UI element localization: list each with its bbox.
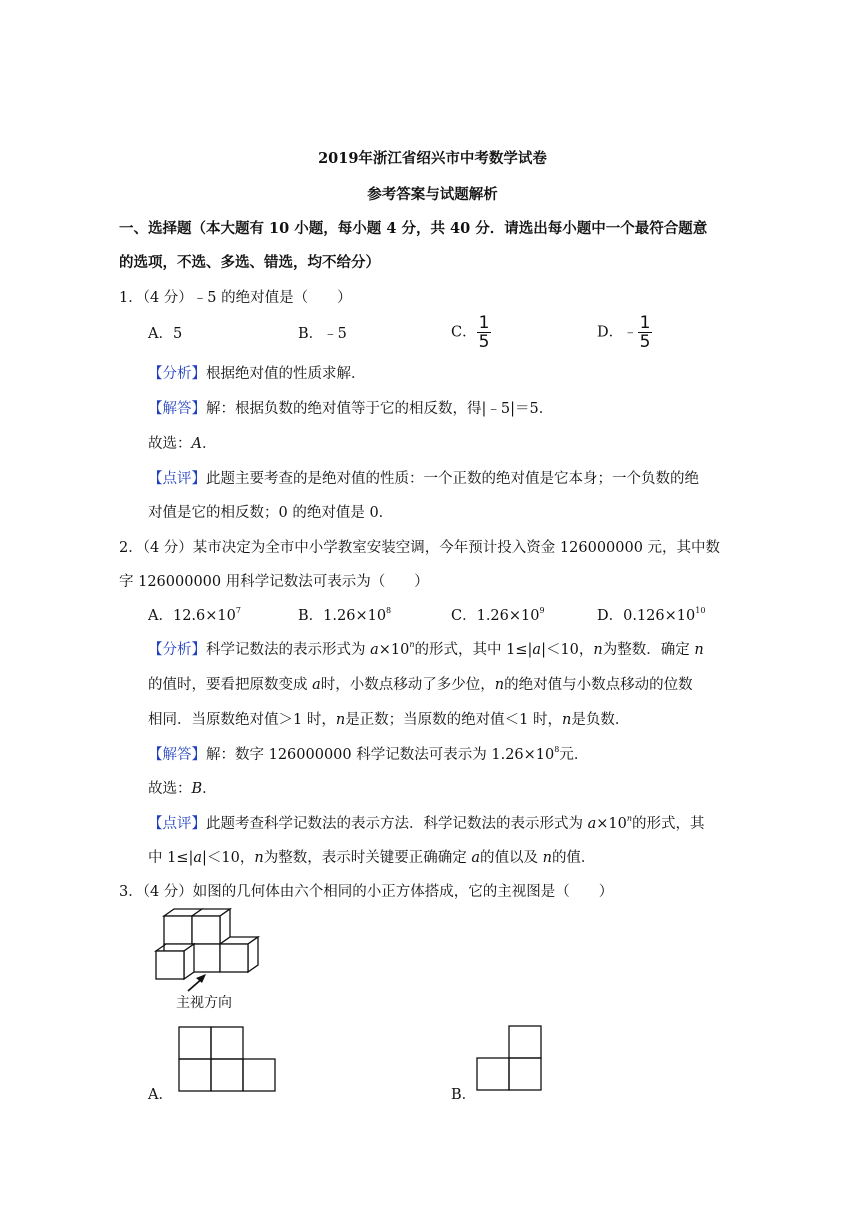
var-n: n	[494, 677, 505, 693]
var-n: n	[593, 642, 603, 658]
option-text: C．1.26×10	[451, 608, 540, 624]
text: 是负数．	[571, 712, 630, 728]
var-a: a	[471, 850, 480, 866]
q3-option-b-figure	[475, 1025, 545, 1093]
choice-label: 故选：	[148, 781, 192, 797]
choice-letter: A	[191, 436, 202, 452]
text: 的绝对值与小数点移动的位数	[504, 677, 693, 693]
q1-option-d-fraction	[638, 314, 653, 351]
q2-stem-line2: 字 126000000 用科学记数法可表示为（ ）	[119, 574, 429, 590]
option-text: D．0.126×10	[597, 608, 696, 624]
var-n: n	[335, 712, 346, 728]
text: 科学记数法的表示形式为	[206, 642, 371, 658]
q2-analysis-line2	[148, 673, 693, 694]
q1-choice	[148, 432, 216, 453]
fraction-denominator: 5	[478, 332, 490, 352]
q1-option-c	[451, 314, 491, 351]
var-a: a	[193, 850, 203, 866]
choice-end: ．	[202, 781, 217, 797]
option-text: B．1.26×10	[298, 608, 387, 624]
choice-label: 故选：	[148, 436, 192, 452]
fraction-numerator: 1	[478, 313, 490, 333]
q1-solution-text: 解：根据负数的绝对值等于它的相反数，得|﹣5|＝5．	[206, 401, 554, 417]
choice-letter: B	[191, 781, 203, 797]
text: 为整数．确定	[602, 642, 695, 658]
figure-caption: 主视方向	[176, 995, 232, 1011]
q1-solution	[148, 397, 553, 418]
exponent: 8	[554, 745, 560, 754]
var-n: n	[542, 850, 552, 866]
option-text: A．12.6×10	[148, 608, 236, 624]
q1-stem: 1．（4 分）﹣5 的绝对值是（ ）	[119, 290, 352, 306]
q2-analysis-line3	[148, 708, 629, 729]
q1-option-d	[597, 314, 652, 351]
text: 的值时，要看把原数变成	[148, 677, 313, 693]
comment-tag: 【点评】	[148, 471, 206, 487]
q2-comment-line1	[148, 812, 705, 833]
q1-comment-line1	[148, 467, 699, 488]
text: 为整数，表示时关键要正确确定	[263, 850, 472, 866]
q2-option-c	[451, 604, 545, 625]
text: |＜10，	[202, 850, 255, 866]
q3-stem: 3．（4 分）如图的几何体由六个相同的小正方体搭成，它的主视图是（ ）	[119, 884, 614, 900]
q1-option-c-fraction	[477, 314, 492, 351]
q2-analysis-line1	[148, 638, 704, 659]
analysis-tag: 【分析】	[148, 642, 206, 658]
text: ×10	[596, 816, 627, 832]
text: 此题考查科学记数法的表示方法．科学记数法的表示形式为	[206, 816, 588, 832]
choice-end: ．	[201, 436, 217, 452]
solution-tag: 【解答】	[148, 401, 206, 417]
page-title: 2019年浙江省绍兴市中考数学试卷	[318, 150, 547, 167]
q3-option-a-label: A．	[148, 1087, 173, 1103]
text: |＜10，	[541, 642, 594, 658]
text: 相同．当原数绝对值＞1 时，	[148, 712, 336, 728]
var-a: a	[312, 677, 321, 693]
q3-option-a-figure	[178, 1026, 278, 1092]
var-n: n	[409, 640, 415, 649]
option-exponent: 10	[695, 606, 706, 615]
q1-option-d-label: D．﹣	[597, 324, 638, 341]
option-exponent: 9	[539, 606, 545, 615]
q1-comment-text1: 此题主要考查的是绝对值的性质：一个正数的绝对值是它本身；一个负数的绝	[206, 471, 699, 487]
text: 的值．	[551, 850, 596, 866]
fraction-numerator: 1	[639, 313, 651, 333]
q1-option-c-label: C．	[451, 324, 477, 341]
fraction-denominator: 5	[639, 332, 651, 352]
solution-tag: 【解答】	[148, 747, 206, 763]
text: 时，小数点移动了多少位，	[320, 677, 495, 693]
q2-choice	[148, 777, 217, 798]
var-n: n	[254, 850, 264, 866]
var-n: n	[694, 642, 704, 658]
text: 元．	[559, 747, 589, 763]
var-n: n	[562, 712, 572, 728]
q2-solution-text: 解：数字 126000000 科学记数法可表示为 1.26×10	[206, 747, 555, 763]
text: 是正数；当原数的绝对值＜1 时，	[345, 712, 563, 728]
q1-option-b: B．﹣5	[298, 326, 347, 342]
comment-tag: 【点评】	[148, 816, 206, 832]
q2-stem-line1: 2．（4 分）某市决定为全市中小学教室安装空调，今年预计投入资金 126000000 元，其中数	[119, 540, 721, 556]
section-heading-line2: 的选项，不选、多选、错选，均不给分）	[119, 254, 380, 271]
q1-option-a: A．5	[148, 326, 183, 342]
q1-analysis	[148, 362, 366, 383]
q2-comment-line2	[148, 846, 595, 867]
q2-option-b	[298, 604, 391, 625]
text: 的值以及	[479, 850, 543, 866]
q3-option-b-label: B．	[451, 1087, 477, 1103]
q2-option-a	[148, 604, 241, 625]
q2-solution	[148, 743, 588, 764]
section-heading-line1: 一、选择题（本大题有 10 小题，每小题 4 分，共 40 分．请选出每小题中一个最符合题意	[119, 220, 708, 237]
var-a: a	[370, 642, 379, 658]
analysis-tag: 【分析】	[148, 366, 206, 382]
var-a: a	[532, 642, 542, 658]
option-exponent: 7	[235, 606, 241, 615]
q2-option-d	[597, 604, 705, 625]
text: 的形式，其	[632, 816, 705, 832]
q1-comment-line2: 对值是它的相反数；0 的绝对值是 0．	[148, 505, 394, 521]
var-n: n	[626, 814, 633, 823]
text: ×10	[378, 642, 410, 658]
option-exponent: 8	[386, 606, 392, 615]
q1-analysis-text: 根据绝对值的性质求解．	[206, 366, 366, 382]
page-subtitle: 参考答案与试题解析	[367, 186, 498, 203]
text: 的形式，其中 1≤|	[414, 642, 533, 658]
text: 中 1≤|	[148, 850, 194, 866]
var-a: a	[587, 816, 597, 832]
